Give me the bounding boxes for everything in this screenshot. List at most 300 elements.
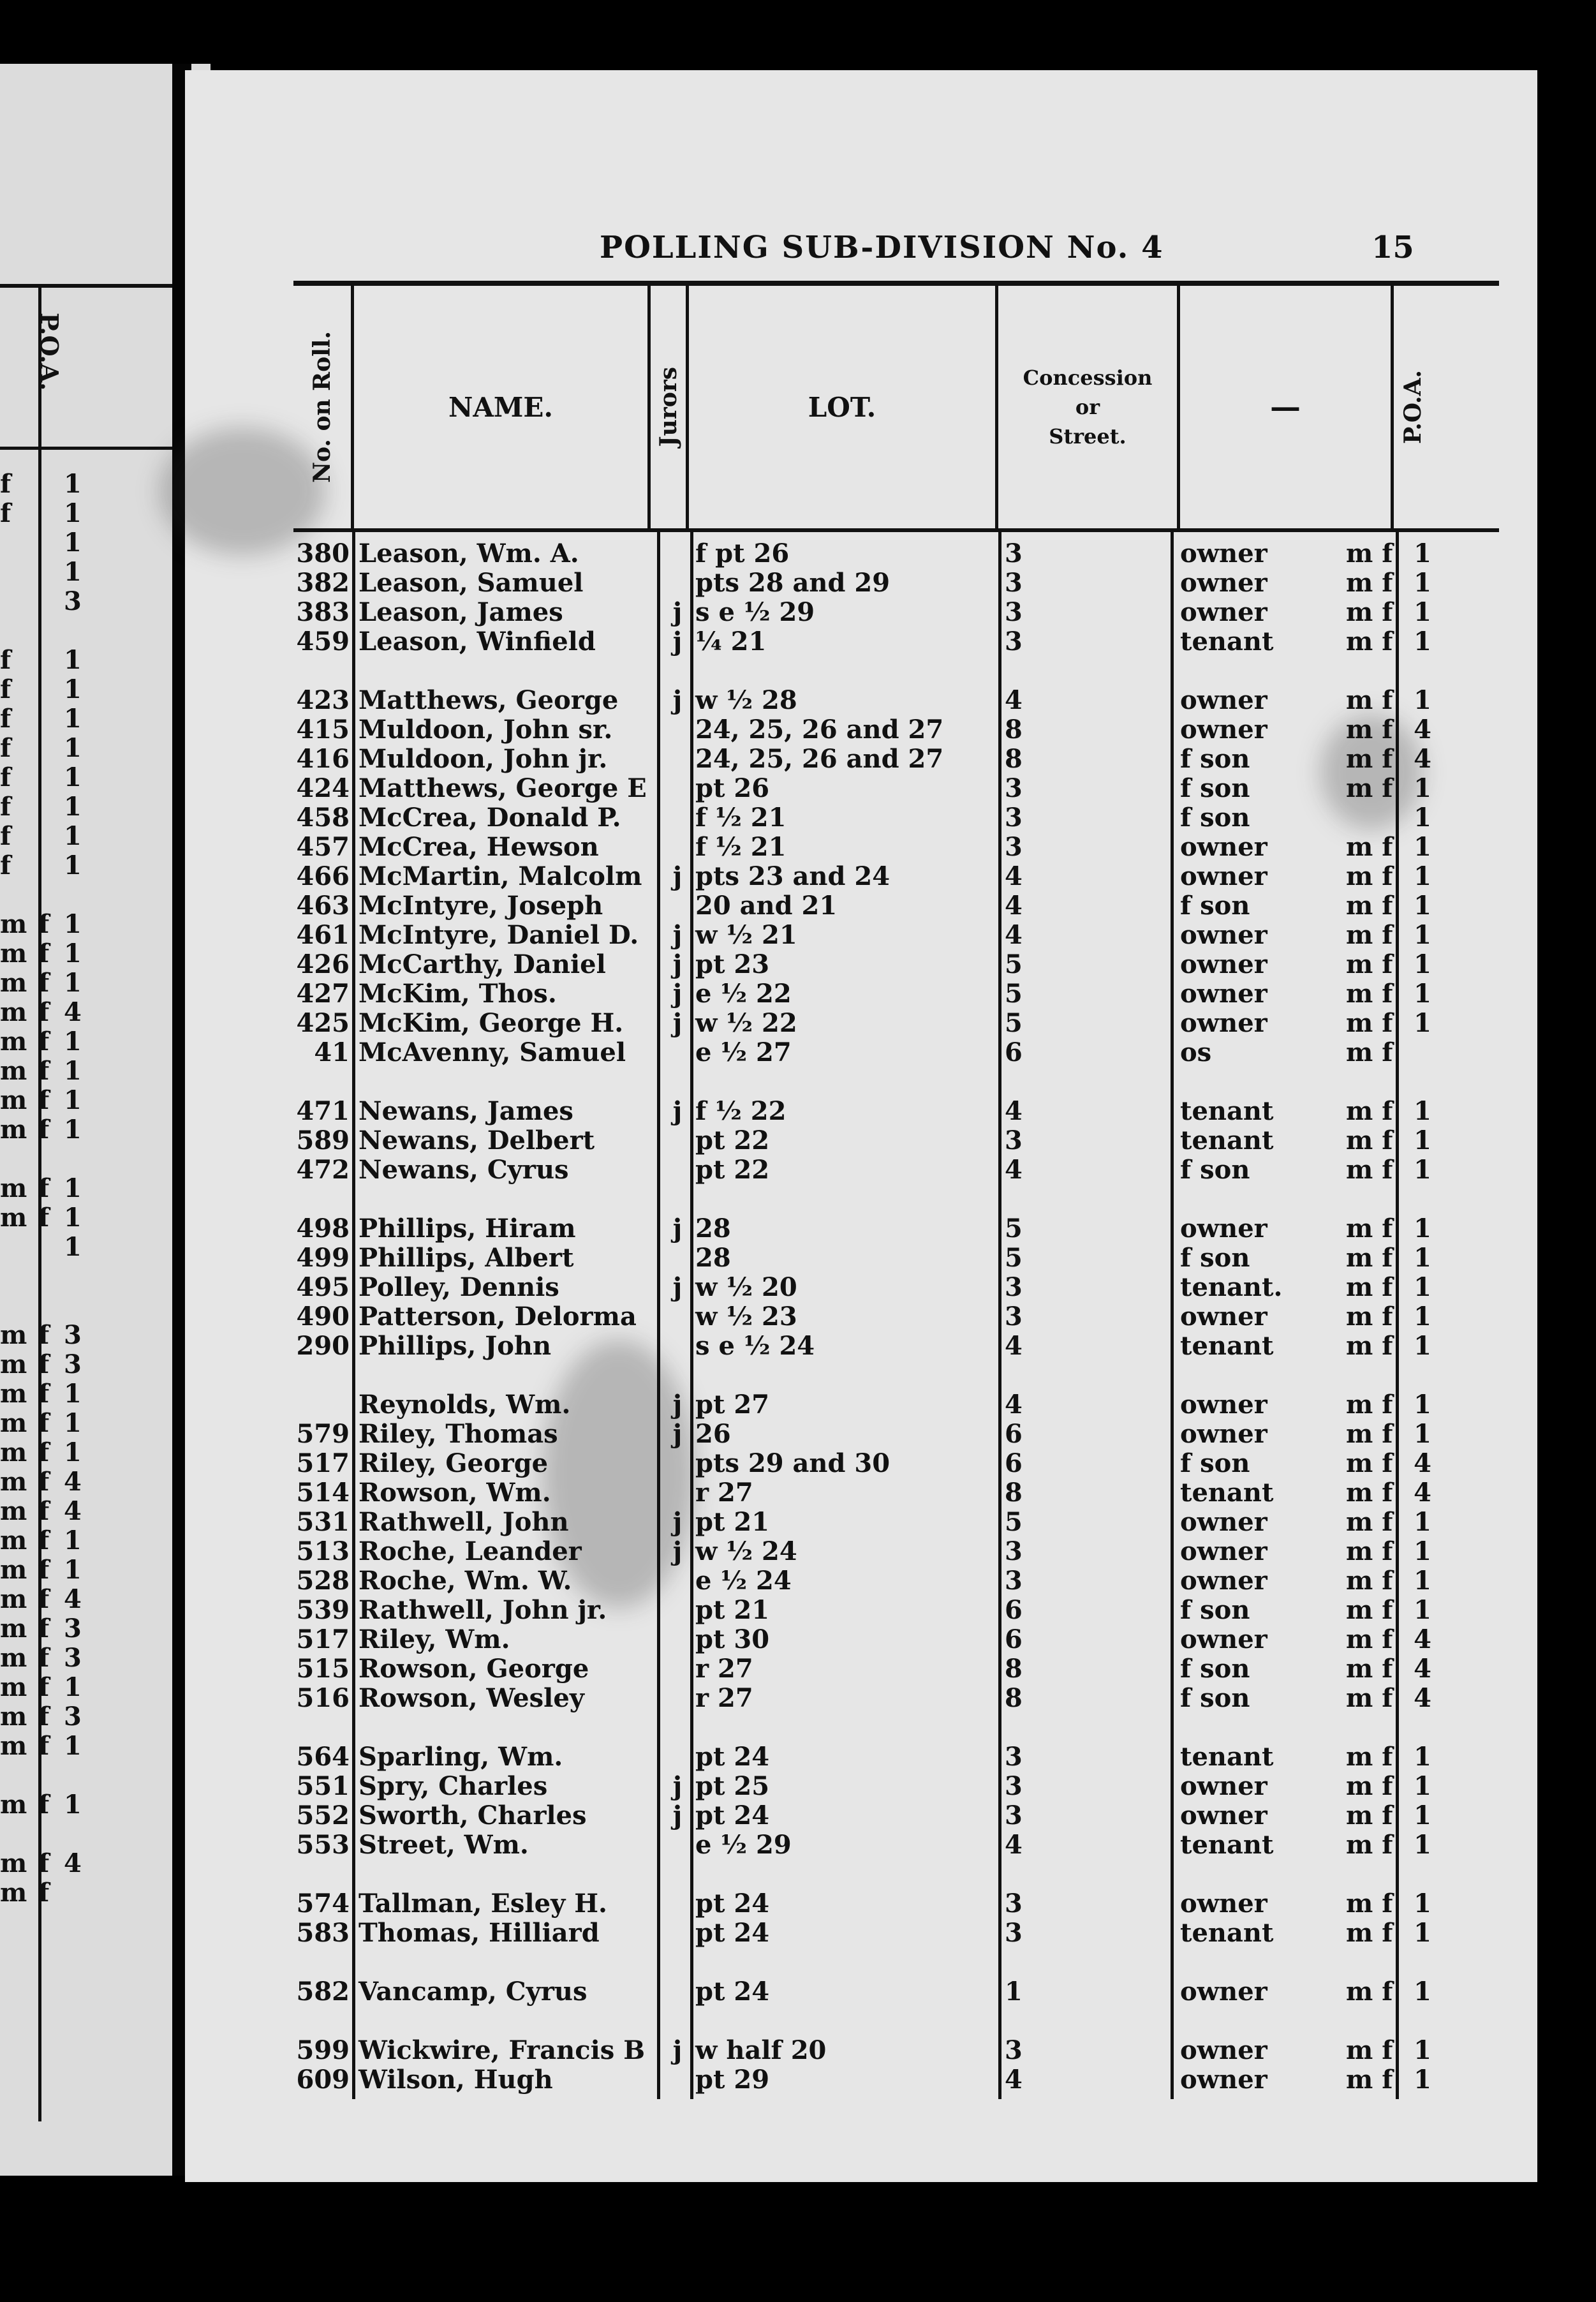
- cell-lot: e ½ 22: [695, 979, 792, 1009]
- cell-lot: f ½ 21: [695, 832, 787, 862]
- cell-sx: m f: [1346, 1302, 1393, 1332]
- cell-no: 498: [296, 1214, 350, 1244]
- cell-no: 472: [296, 1155, 350, 1185]
- cell-con: 3: [1005, 2035, 1023, 2065]
- cell-name: Newans, James: [358, 1096, 573, 1126]
- left-cell-mf: f: [38, 997, 50, 1027]
- cell-name: Riley, Wm.: [358, 1624, 510, 1654]
- table-row: [185, 1830, 1537, 1860]
- cell-lot: f pt 26: [695, 538, 790, 568]
- cell-occ: owner: [1180, 861, 1267, 891]
- cell-jur: j: [672, 979, 683, 1009]
- cell-lot: 28: [695, 1243, 731, 1273]
- cell-occ: tenant: [1180, 1918, 1274, 1948]
- cell-sx: m f: [1346, 1243, 1393, 1273]
- table-row: [185, 1713, 1537, 1742]
- cell-name: Wickwire, Francis B: [358, 2035, 646, 2065]
- cell-lot: pt 24: [695, 1889, 770, 1919]
- left-cell-mf: f: [38, 1614, 50, 1644]
- cell-sx: m f: [1346, 1977, 1393, 2007]
- cell-no: 599: [296, 2035, 350, 2065]
- left-cell-s: f: [0, 469, 11, 499]
- left-cell-mf: f: [38, 1349, 50, 1379]
- left-cell-p: 1: [64, 1056, 82, 1086]
- cell-sx: m f: [1346, 1037, 1393, 1067]
- left-cell-p: 1: [64, 1027, 82, 1057]
- cell-sx: m f: [1346, 2065, 1393, 2095]
- table-row: [185, 1009, 1537, 1038]
- cell-lot: pt 22: [695, 1155, 770, 1185]
- left-cell-mf: f: [38, 1790, 50, 1820]
- cell-poa: 4: [1414, 1654, 1431, 1684]
- table-row: [185, 1537, 1537, 1566]
- cell-lot: pt 23: [695, 949, 770, 979]
- cell-lot: pt 27: [695, 1390, 770, 1420]
- table-row: [185, 1948, 1537, 1977]
- cell-lot: r 27: [695, 1683, 753, 1713]
- cell-sx: m f: [1346, 773, 1393, 803]
- cell-no: 423: [296, 685, 350, 715]
- cell-occ: owner: [1180, 1390, 1267, 1420]
- cell-sx: m f: [1346, 1742, 1393, 1772]
- cell-sx: m f: [1346, 1683, 1393, 1713]
- cell-occ: f son: [1180, 1595, 1250, 1625]
- cell-lot: s e ½ 29: [695, 597, 815, 627]
- cell-sx: m f: [1346, 1830, 1393, 1860]
- cell-sx: m f: [1346, 1390, 1393, 1420]
- cell-poa: 1: [1414, 920, 1431, 950]
- cell-con: 6: [1005, 1624, 1023, 1654]
- left-cell-p: 1: [64, 821, 82, 851]
- column-header-lot-label: LOT.: [808, 391, 876, 423]
- cell-con: 5: [1005, 1214, 1023, 1244]
- cell-sx: m f: [1346, 685, 1393, 715]
- cell-con: 5: [1005, 1243, 1023, 1273]
- cell-jur: j: [672, 1801, 683, 1830]
- table-row: [185, 1742, 1537, 1772]
- cell-sx: m f: [1346, 1008, 1393, 1038]
- cell-poa: 1: [1414, 1155, 1431, 1185]
- left-cell-p: 1: [64, 1731, 82, 1761]
- cell-lot: f ½ 21: [695, 803, 787, 833]
- left-cell-s: f: [0, 645, 11, 675]
- left-cell-s: m: [0, 1056, 27, 1086]
- table-row: [185, 1244, 1537, 1273]
- table-row: [185, 715, 1537, 745]
- cell-occ: owner: [1180, 1889, 1267, 1919]
- cell-occ: tenant.: [1180, 1272, 1283, 1302]
- cell-name: Leason, James: [358, 597, 563, 627]
- left-cell-p: 1: [64, 733, 82, 763]
- cell-con: 3: [1005, 1566, 1023, 1596]
- cell-lot: pt 30: [695, 1624, 770, 1654]
- cell-no: 416: [296, 744, 350, 774]
- cell-no: 553: [296, 1830, 350, 1860]
- cell-con: 3: [1005, 1742, 1023, 1772]
- table-row: [185, 1097, 1537, 1126]
- cell-occ: tenant: [1180, 1331, 1274, 1361]
- left-cell-p: 1: [64, 1173, 82, 1203]
- cell-name: Muldoon, John jr.: [358, 744, 608, 774]
- left-cell-s: m: [0, 939, 27, 969]
- left-cell-p: 1: [64, 498, 82, 528]
- cell-con: 8: [1005, 715, 1023, 745]
- cell-name: Thomas, Hilliard: [358, 1918, 600, 1948]
- cell-lot: pt 22: [695, 1125, 770, 1155]
- cell-sx: m f: [1346, 1507, 1393, 1537]
- left-poa-header: P.O.A.: [35, 313, 64, 391]
- cell-lot: r 27: [695, 1478, 753, 1508]
- table-row: [185, 1860, 1537, 1889]
- left-cell-p: 1: [64, 909, 82, 939]
- cell-sx: m f: [1346, 1654, 1393, 1684]
- left-cell-p: 1: [64, 1379, 82, 1409]
- cell-no: 583: [296, 1918, 350, 1948]
- left-cell-s: m: [0, 1349, 27, 1379]
- left-cell-mf: f: [38, 1203, 50, 1233]
- cell-name: Matthews, George: [358, 685, 619, 715]
- cell-jur: j: [672, 1390, 683, 1420]
- cell-occ: tenant: [1180, 1742, 1274, 1772]
- left-cell-p: 3: [64, 1320, 82, 1350]
- cell-lot: pt 24: [695, 1918, 770, 1948]
- cell-poa: 1: [1414, 773, 1431, 803]
- left-cell-p: 1: [64, 939, 82, 969]
- table-row: [185, 774, 1537, 803]
- cell-lot: pt 26: [695, 773, 770, 803]
- left-cell-mf: f: [38, 1555, 50, 1585]
- table-row: [185, 833, 1537, 862]
- cell-poa: 4: [1414, 1624, 1431, 1654]
- cell-sx: m f: [1346, 1624, 1393, 1654]
- cell-lot: w ½ 21: [695, 920, 797, 950]
- cell-con: 8: [1005, 1654, 1023, 1684]
- cell-con: 6: [1005, 1448, 1023, 1478]
- cell-lot: r 27: [695, 1654, 753, 1684]
- left-cell-mf: f: [38, 1672, 50, 1702]
- cell-poa: 1: [1414, 1742, 1431, 1772]
- cell-no: 471: [296, 1096, 350, 1126]
- left-cell-s: f: [0, 674, 11, 704]
- cell-name: McCrea, Donald P.: [358, 803, 621, 833]
- cell-no: 517: [296, 1448, 350, 1478]
- left-cell-p: 1: [64, 968, 82, 998]
- cell-no: 499: [296, 1243, 350, 1273]
- table-row: [185, 803, 1537, 833]
- cell-con: 4: [1005, 1096, 1023, 1126]
- table-row: [185, 1977, 1537, 2007]
- cell-occ: tenant: [1180, 1478, 1274, 1508]
- left-cell-p: 3: [64, 1349, 82, 1379]
- left-cell-s: m: [0, 1173, 27, 1203]
- left-cell-s: m: [0, 997, 27, 1027]
- column-header-roll-label: No. on Roll.: [309, 331, 336, 483]
- cell-poa: 1: [1414, 1801, 1431, 1830]
- left-cell-p: 1: [64, 1232, 82, 1262]
- cell-sx: m f: [1346, 1155, 1393, 1185]
- left-cell-mf: f: [38, 1379, 50, 1409]
- left-cell-p: 4: [64, 1467, 82, 1497]
- cell-no: 551: [296, 1771, 350, 1801]
- cell-lot: e ½ 29: [695, 1830, 792, 1860]
- cell-name: McAvenny, Samuel: [358, 1037, 626, 1067]
- cell-occ: owner: [1180, 1977, 1267, 2007]
- cell-sx: m f: [1346, 744, 1393, 774]
- cell-con: 4: [1005, 2065, 1023, 2095]
- column-header-poa-label: P.O.A.: [1400, 370, 1426, 444]
- cell-no: 424: [296, 773, 350, 803]
- cell-name: Matthews, George E: [358, 773, 647, 803]
- cell-name: Newans, Delbert: [358, 1125, 595, 1155]
- cell-name: Patterson, Delorma: [358, 1302, 637, 1332]
- left-cell-mf: f: [38, 1848, 50, 1878]
- cell-lot: pt 21: [695, 1595, 770, 1625]
- cell-con: 4: [1005, 861, 1023, 891]
- cell-name: Phillips, Hiram: [358, 1214, 576, 1244]
- cell-lot: 24, 25, 26 and 27: [695, 744, 944, 774]
- cell-jur: j: [672, 1536, 683, 1566]
- register-page: [185, 70, 1537, 2182]
- left-cell-p: 1: [64, 645, 82, 675]
- cell-poa: 1: [1414, 538, 1431, 568]
- left-cell-s: m: [0, 1203, 27, 1233]
- cell-lot: pts 28 and 29: [695, 568, 890, 598]
- cell-no: 517: [296, 1624, 350, 1654]
- left-cell-s: m: [0, 1702, 27, 1732]
- left-cell-mf: f: [38, 1027, 50, 1057]
- cell-poa: 1: [1414, 1243, 1431, 1273]
- cell-poa: 1: [1414, 1536, 1431, 1566]
- table-row: [185, 1038, 1537, 1067]
- cell-con: 5: [1005, 979, 1023, 1009]
- left-cell-mf: f: [38, 1731, 50, 1761]
- cell-name: McMartin, Malcolm: [358, 861, 642, 891]
- cell-name: Rathwell, John: [358, 1507, 569, 1537]
- cell-name: Sworth, Charles: [358, 1801, 587, 1830]
- cell-con: 3: [1005, 1889, 1023, 1919]
- table-row: [185, 1155, 1537, 1185]
- left-cell-s: m: [0, 1408, 27, 1438]
- left-cell-p: 3: [64, 1643, 82, 1673]
- cell-occ: f son: [1180, 1243, 1250, 1273]
- cell-no: 425: [296, 1008, 350, 1038]
- cell-con: 1: [1005, 1977, 1023, 2007]
- cell-poa: 1: [1414, 1889, 1431, 1919]
- left-cell-p: 1: [64, 792, 82, 822]
- cell-no: 380: [296, 538, 350, 568]
- cell-no: 41: [314, 1037, 350, 1067]
- column-header-name-label: NAME.: [448, 391, 554, 423]
- cell-no: 589: [296, 1125, 350, 1155]
- left-cell-s: f: [0, 792, 11, 822]
- cell-poa: 1: [1414, 685, 1431, 715]
- left-cell-mf: f: [38, 1320, 50, 1350]
- left-cell-p: 1: [64, 1203, 82, 1233]
- cell-con: 3: [1005, 832, 1023, 862]
- table-row: [185, 1302, 1537, 1332]
- table-row: [185, 2036, 1537, 2065]
- cell-poa: 1: [1414, 2035, 1431, 2065]
- cell-sx: m f: [1346, 1331, 1393, 1361]
- left-cell-mf: f: [38, 1173, 50, 1203]
- cell-sx: m f: [1346, 597, 1393, 627]
- table-row: [185, 1684, 1537, 1713]
- cell-con: 4: [1005, 1331, 1023, 1361]
- page-number: 15: [1371, 230, 1414, 265]
- cell-no: 539: [296, 1595, 350, 1625]
- cell-poa: 1: [1414, 1507, 1431, 1537]
- cell-con: 3: [1005, 1771, 1023, 1801]
- cell-occ: f son: [1180, 1683, 1250, 1713]
- cell-sx: m f: [1346, 1478, 1393, 1508]
- cell-occ: os: [1180, 1037, 1212, 1067]
- cell-no: 382: [296, 568, 350, 598]
- cell-lot: 20 and 21: [695, 891, 838, 921]
- table-row: [185, 950, 1537, 979]
- cell-sx: m f: [1346, 2035, 1393, 2065]
- cell-poa: 4: [1414, 715, 1431, 745]
- table-row: [185, 1126, 1537, 1155]
- cell-lot: 24, 25, 26 and 27: [695, 715, 944, 745]
- left-cell-s: f: [0, 850, 11, 880]
- left-cell-s: m: [0, 1790, 27, 1820]
- cell-poa: 1: [1414, 832, 1431, 862]
- left-cell-mf: f: [38, 1584, 50, 1614]
- left-cell-p: 1: [64, 1526, 82, 1556]
- cell-sx: m f: [1346, 1536, 1393, 1566]
- cell-poa: 4: [1414, 1683, 1431, 1713]
- cell-lot: pt 21: [695, 1507, 770, 1537]
- cell-occ: owner: [1180, 832, 1267, 862]
- cell-sx: m f: [1346, 1918, 1393, 1948]
- cell-con: 8: [1005, 744, 1023, 774]
- table-row: [185, 862, 1537, 891]
- left-cell-p: 1: [64, 704, 82, 734]
- cell-name: Leason, Wm. A.: [358, 538, 579, 568]
- cell-lot: w ½ 23: [695, 1302, 797, 1332]
- cell-con: 3: [1005, 597, 1023, 627]
- cell-poa: 1: [1414, 1771, 1431, 1801]
- cell-sx: m f: [1346, 715, 1393, 745]
- left-cell-s: m: [0, 1526, 27, 1556]
- left-cell-s: m: [0, 1027, 27, 1057]
- cell-jur: j: [672, 1272, 683, 1302]
- table-row: [185, 598, 1537, 627]
- cell-no: 457: [296, 832, 350, 862]
- cell-name: Reynolds, Wm.: [358, 1390, 571, 1420]
- cell-no: 290: [296, 1331, 350, 1361]
- cell-jur: j: [672, 2035, 683, 2065]
- cell-occ: owner: [1180, 1536, 1267, 1566]
- cell-occ: owner: [1180, 1507, 1267, 1537]
- cell-sx: m f: [1346, 891, 1393, 921]
- cell-sx: m f: [1346, 1096, 1393, 1126]
- left-cell-s: m: [0, 1848, 27, 1878]
- left-cell-s: m: [0, 1614, 27, 1644]
- cell-sx: m f: [1346, 949, 1393, 979]
- cell-occ: owner: [1180, 597, 1267, 627]
- table-row: [185, 1361, 1537, 1390]
- cell-no: 458: [296, 803, 350, 833]
- left-cell-s: f: [0, 821, 11, 851]
- cell-jur: j: [672, 1419, 683, 1449]
- cell-poa: 1: [1414, 1595, 1431, 1625]
- column-header-blank-label: —: [1270, 389, 1301, 425]
- left-cell-s: m: [0, 1437, 27, 1467]
- cell-poa: 1: [1414, 1419, 1431, 1449]
- cell-no: 609: [296, 2065, 350, 2095]
- cell-occ: owner: [1180, 949, 1267, 979]
- cell-name: Phillips, Albert: [358, 1243, 574, 1273]
- cell-name: Tallman, Esley H.: [358, 1889, 607, 1919]
- cell-poa: 4: [1414, 744, 1431, 774]
- left-cell-s: m: [0, 1379, 27, 1409]
- cell-occ: tenant: [1180, 1125, 1274, 1155]
- cell-occ: owner: [1180, 979, 1267, 1009]
- cell-occ: owner: [1180, 1302, 1267, 1332]
- left-cell-mf: f: [38, 968, 50, 998]
- cell-name: McKim, Thos.: [358, 979, 557, 1009]
- cell-con: 3: [1005, 1536, 1023, 1566]
- cell-sx: m f: [1346, 979, 1393, 1009]
- cell-name: Sparling, Wm.: [358, 1742, 563, 1772]
- cell-sx: m f: [1346, 1801, 1393, 1830]
- cell-jur: j: [672, 1096, 683, 1126]
- table-row: [185, 2065, 1537, 2095]
- table-row: [185, 1654, 1537, 1684]
- left-cell-s: m: [0, 1731, 27, 1761]
- cell-lot: w half 20: [695, 2035, 827, 2065]
- cell-occ: owner: [1180, 1566, 1267, 1596]
- table-row: [185, 891, 1537, 921]
- left-cell-s: f: [0, 733, 11, 763]
- cell-lot: pts 23 and 24: [695, 861, 890, 891]
- table-row: [185, 1919, 1537, 1948]
- cell-con: 5: [1005, 949, 1023, 979]
- table-row: [185, 1566, 1537, 1596]
- table-row: [185, 979, 1537, 1009]
- cell-con: 3: [1005, 1302, 1023, 1332]
- table-row: [185, 1390, 1537, 1420]
- left-cell-p: 1: [64, 557, 82, 587]
- cell-sx: m f: [1346, 832, 1393, 862]
- table-row: [185, 1772, 1537, 1801]
- cell-sx: m f: [1346, 538, 1393, 568]
- left-cell-s: m: [0, 909, 27, 939]
- cell-name: Polley, Dennis: [358, 1272, 559, 1302]
- cell-lot: w ½ 28: [695, 685, 797, 715]
- table-row: [185, 568, 1537, 598]
- cell-name: Riley, George: [358, 1448, 549, 1478]
- cell-name: Riley, Thomas: [358, 1419, 558, 1449]
- left-cell-s: m: [0, 1672, 27, 1702]
- cell-no: 579: [296, 1419, 350, 1449]
- left-cell-s: m: [0, 1878, 27, 1908]
- cell-occ: owner: [1180, 568, 1267, 598]
- table-row: [185, 1478, 1537, 1508]
- cell-name: Vancamp, Cyrus: [358, 1977, 587, 2007]
- cell-name: Wilson, Hugh: [358, 2065, 553, 2095]
- cell-con: 5: [1005, 1008, 1023, 1038]
- cell-lot: 28: [695, 1214, 731, 1244]
- left-cell-mf: f: [38, 1643, 50, 1673]
- table-row: [185, 2007, 1537, 2036]
- cell-no: 552: [296, 1801, 350, 1830]
- cell-poa: 1: [1414, 803, 1431, 833]
- left-cell-p: 3: [64, 586, 82, 616]
- cell-no: 516: [296, 1683, 350, 1713]
- cell-no: 564: [296, 1742, 350, 1772]
